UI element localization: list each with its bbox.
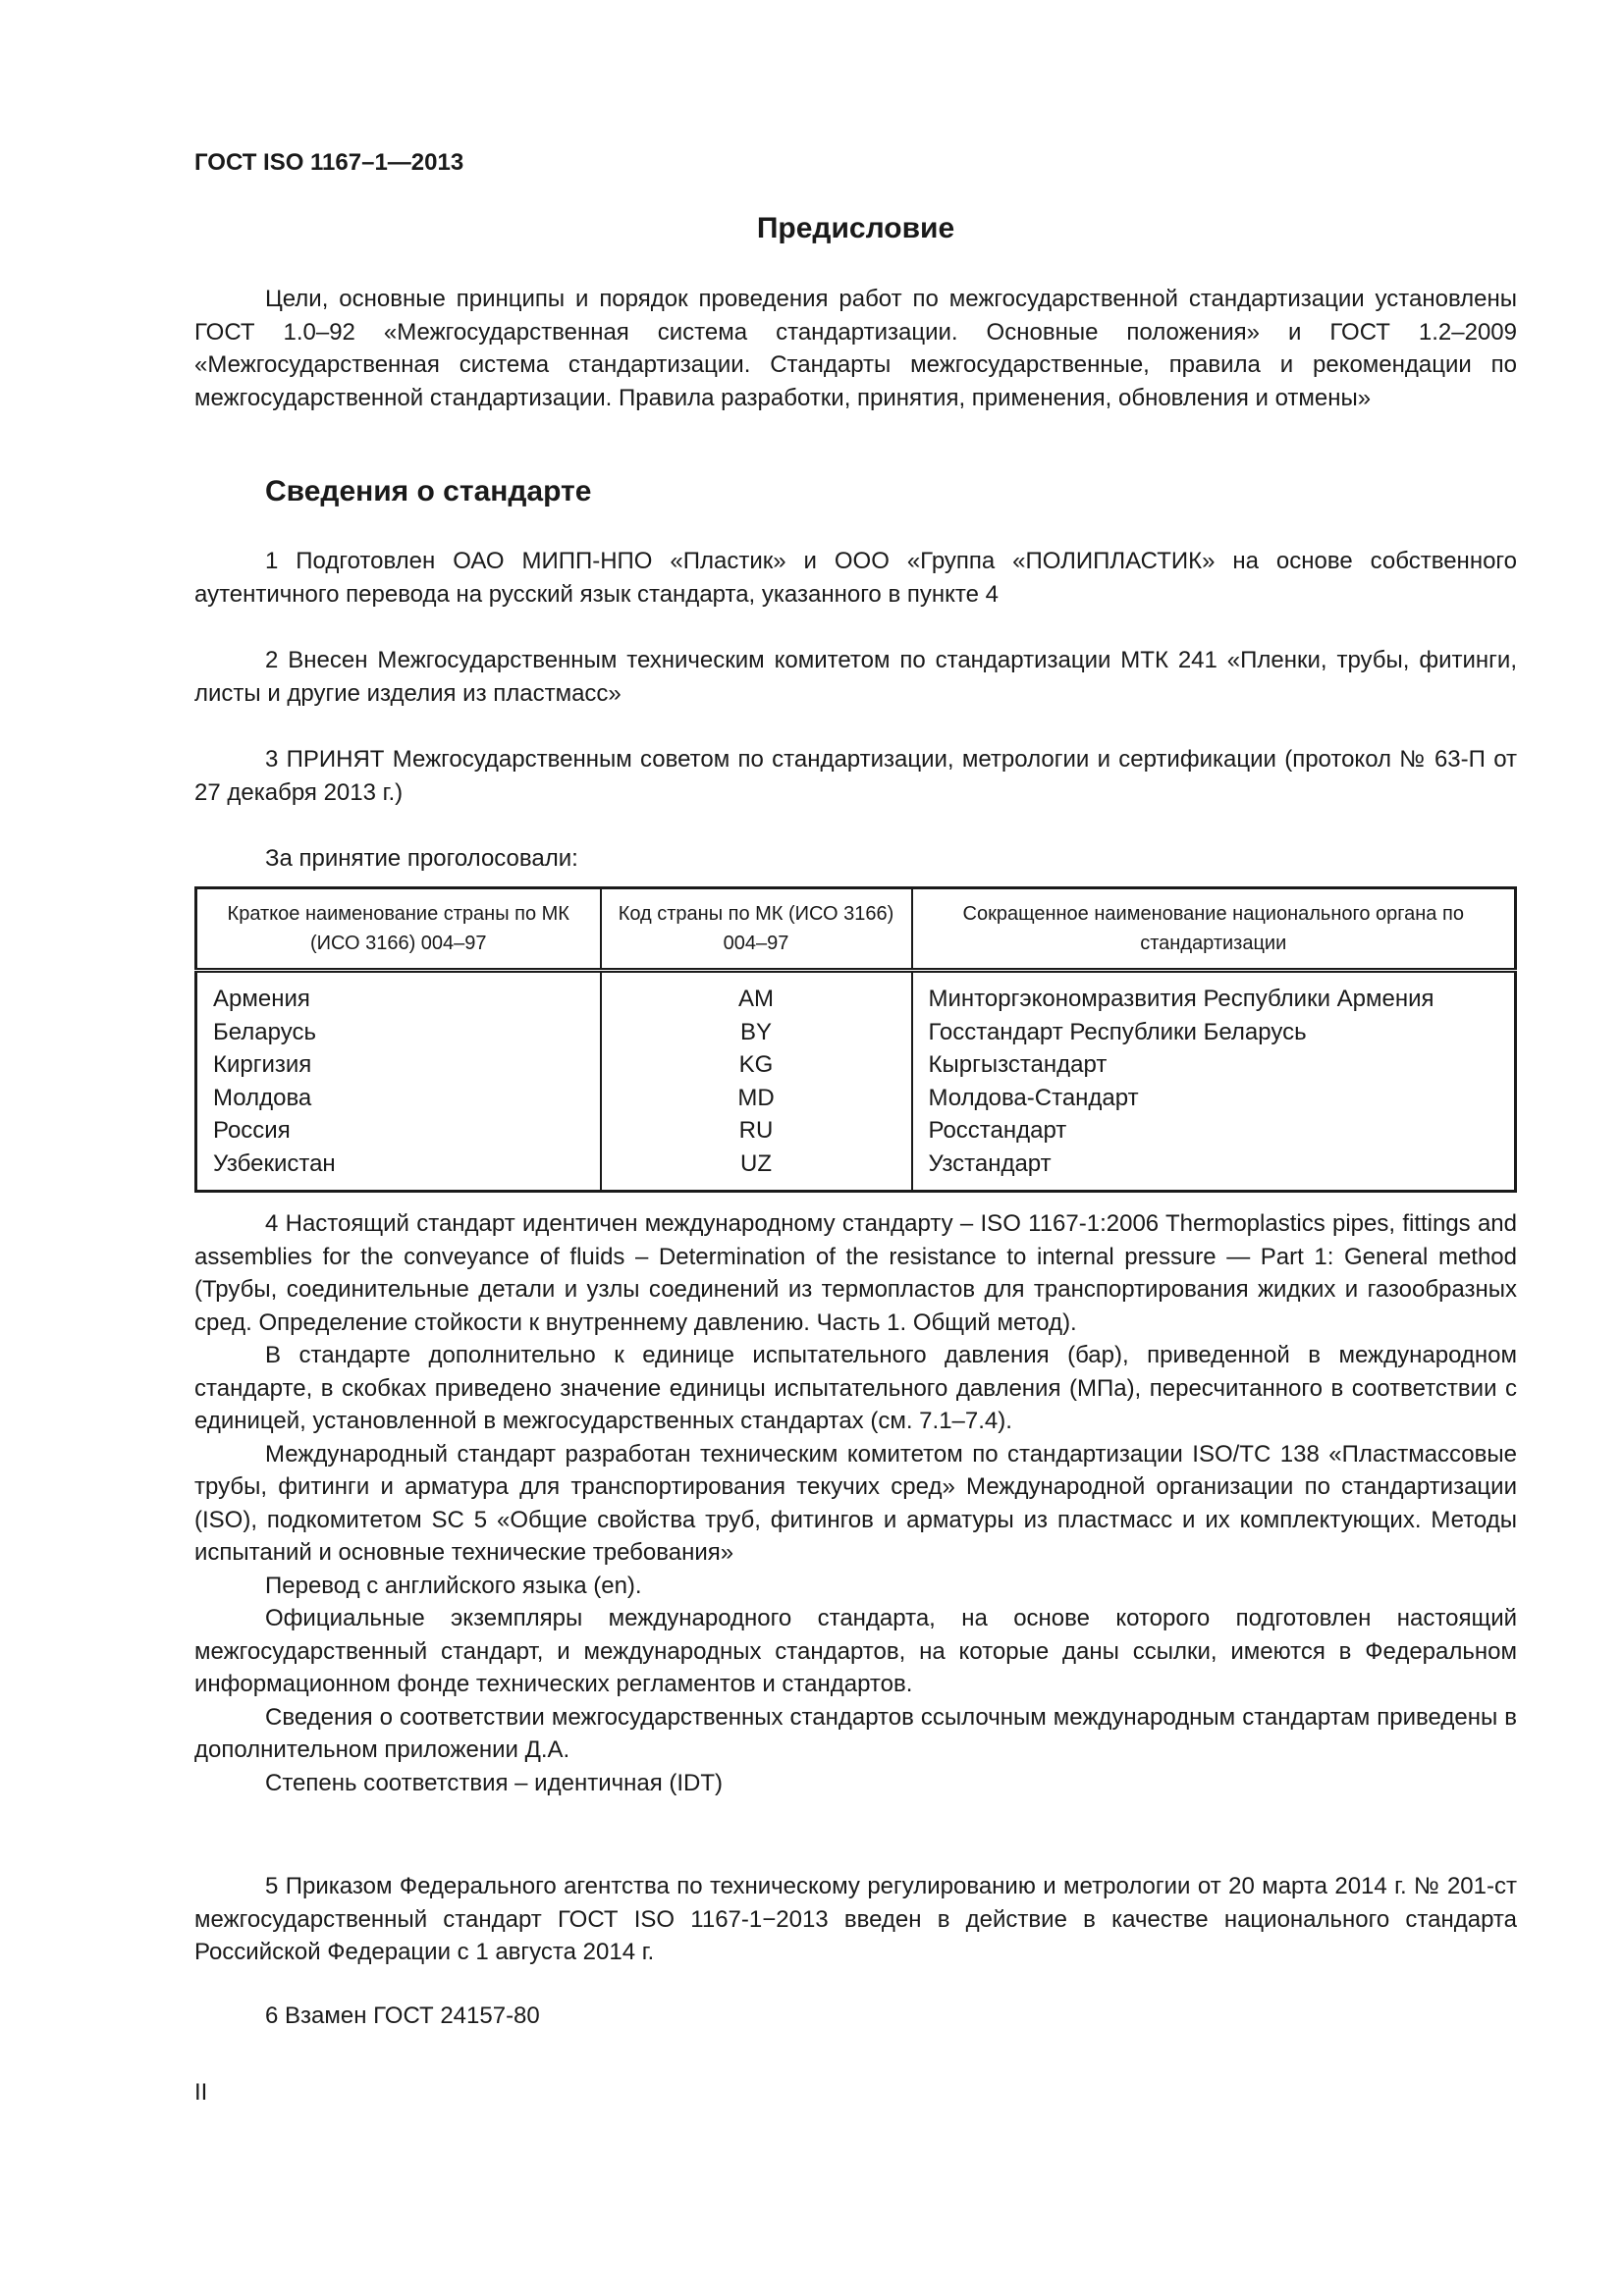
standards-body: Росстандарт — [912, 1114, 1516, 1148]
voting-countries-table — [194, 886, 1517, 1193]
country: Россия — [213, 1117, 291, 1144]
country-code: UZ — [601, 1148, 912, 1192]
standards-body: Молдова-Стандарт — [912, 1082, 1516, 1115]
item-4-paragraph: Сведения о соответствии межгосударственных стандартов ссылочным международным стандартам приведены в дополнительном приложении Д.А. — [194, 1703, 1517, 1763]
page-title: Предисловие — [756, 212, 955, 244]
page-number: II — [194, 2079, 208, 2106]
standards-body: Минторгэкономразвития Республики Армения — [912, 971, 1516, 1016]
country: Армения — [213, 986, 310, 1012]
table-row — [196, 1016, 1516, 1049]
item-4-paragraph: Официальные экземпляры международного стандарта, на основе которого подготовлен настоящий межгосударственный стандарт, и международных стандартов, на которые даны ссылки, имеются в Федеральном информационном фонде технических регламентов и стандартов. — [194, 1605, 1517, 1697]
country-code: KG — [601, 1048, 912, 1082]
item-4-paragraph: 4 Настоящий стандарт идентичен международному стандарту – ISO 1167-1:2006 Thermoplastics pipes, fittings and assemblies for the conveyance of fluids – Determination of the resistance to internal pressure — Part 1: General method (Трубы, соединительные детали и узлы соединений из термопластов для транспортирования жидких и газообразных сред. Определение стойкости к внутреннему давлению. Часть 1. Общий метод). — [194, 1210, 1517, 1336]
item-3: 3 ПРИНЯТ Межгосударственным советом по стандартизации, метрологии и сертификации (протокол № 63-П от 27 декабря 2013 г.) — [194, 746, 1517, 806]
country-code: BY — [601, 1016, 912, 1049]
item-4 — [194, 1207, 1517, 1799]
table-row — [196, 1048, 1516, 1082]
country: Беларусь — [213, 1018, 316, 1045]
standards-body: Госстандарт Республики Беларусь — [912, 1016, 1516, 1049]
item-4-paragraph: В стандарте дополнительно к единице испытательного давления (бар), приведенной в международном стандарте, в скобках приведено значение единицы испытательного давления (МПа), пересчитанного в соответствии с единицей, установленной в межгосударственных стандартах (см. 7.1–7.4). — [194, 1342, 1517, 1434]
table-row — [196, 1148, 1516, 1192]
section-heading: Сведения о стандарте — [265, 475, 592, 507]
header-body: Сокращенное наименование национального органа по стандартизации — [912, 888, 1516, 971]
document-code: ГОСТ ISO 1167–1—2013 — [194, 149, 464, 176]
item-4-paragraph: Международный стандарт разработан техническим комитетом по стандартизации ISO/TC 138 «Пластмассовые трубы, фитинги и арматура для транспортирования текучих сред» Международной организации по стандартизации (ISO), подкомитетом SC 5 «Общие свойства труб, фитингов и арматуры из пластмасс и их комплектующих. Методы испытаний и основные технические требования» — [194, 1440, 1517, 1566]
item-6: 6 Взамен ГОСТ 24157-80 — [265, 2002, 540, 2029]
table-row — [196, 1082, 1516, 1115]
standards-body: Узстандарт — [912, 1148, 1516, 1192]
country: Киргизия — [213, 1051, 312, 1078]
item-5: 5 Приказом Федерального агентства по техническому регулированию и метрологии от 20 марта 2014 г. № 201-ст межгосударственный стандарт ГОСТ ISO 1167-1−2013 введен в действие в качестве национального стандарта Российской Федерации с 1 августа 2014 г. — [194, 1873, 1517, 1965]
country-code: MD — [601, 1082, 912, 1115]
country: Узбекистан — [213, 1149, 336, 1177]
country-code: AM — [601, 971, 912, 1016]
item-1: 1 Подготовлен ОАО МИПП-НПО «Пластик» и ООО «Группа «ПОЛИПЛАСТИК» на основе собственного аутентичного перевода на русский язык стандарта, указанного в пункте 4 — [194, 548, 1517, 608]
table-row — [196, 971, 1516, 1016]
foreword-paragraph: Цели, основные принципы и порядок проведения работ по межгосударственной стандартизации установлены ГОСТ 1.0–92 «Межгосударственная система стандартизации. Основные положения» и ГОСТ 1.2–2009 «Межгосударственная система стандартизации. Стандарты межгосударственные, правила и рекомендации по межгосударственной стандартизации. Правила разработки, принятия, применения, обновления и отмены» — [194, 286, 1517, 411]
voted-label: За принятие проголосовали: — [265, 845, 578, 872]
standards-body: Кыргызстандарт — [912, 1048, 1516, 1082]
header-code: Код страны по МК (ИСО 3166) 004–97 — [601, 888, 912, 971]
table-header-row — [196, 888, 1516, 971]
table-row — [196, 1114, 1516, 1148]
country: Молдова — [213, 1084, 312, 1111]
item-2: 2 Внесен Межгосударственным техническим комитетом по стандартизации МТК 241 «Пленки, трубы, фитинги, листы и другие изделия из пластмасс» — [194, 647, 1517, 707]
header-country: Краткое наименование страны по МК (ИСО 3166) 004–97 — [196, 888, 601, 971]
item-4-paragraph: Степень соответствия – идентичная (IDT) — [265, 1769, 724, 1796]
item-4-paragraph: Перевод с английского языка (en). — [265, 1572, 642, 1599]
country-code: RU — [601, 1114, 912, 1148]
